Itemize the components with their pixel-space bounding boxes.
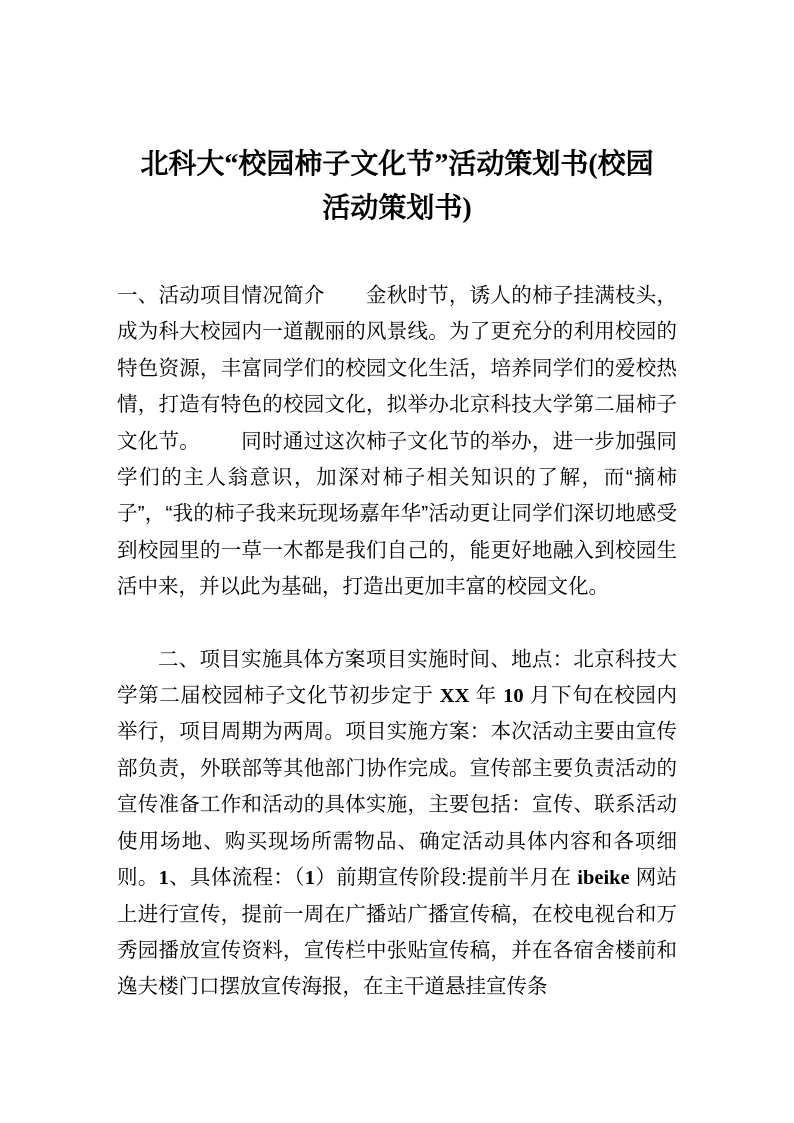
plan-segment-6: 网站上进行宣传，提前一周在广播站广播宣传稿，在校电视台和万秀园播放宣传资料，宣传栏中张贴宣传稿，并在各宿舍楼前和逸夫楼门口摆放宣传海报，在主干道悬挂宣传条 <box>117 866 678 999</box>
plan-segment-3: 月下旬在校园内举行，项目周期为两周。项目实施方案：本次活动主要由宣传部负责，外联部等其他部门协作完成。宣传部主要负责活动的宣传准备工作和活动的具体实施，主要包括：宣传、联系活动使用场地、购买现场所需物品、确定活动具体内容和各项细则。 <box>117 684 677 890</box>
paragraph-intro <box>117 278 677 606</box>
paragraph-plan <box>117 642 677 1006</box>
title-line-1: 北科大“校园柿子文化节”活动策划书(校园 <box>140 149 654 180</box>
plan-segment-5: ）前期宣传阶段:提前半月在 <box>315 866 578 890</box>
intro-text-continued: 同时通过这次柿子文化节的举办，进一步加强同学们的主人翁意识，加深对柿子相关知识的了解，而“摘柿子”，“我的柿子我来玩现场嘉年华”活动更让同学们深切地感受到校园里的一草一木都是我们自己的，能更好地融入到校园生活中来，并以此为基础，打造出更加丰富的校园文化。 <box>117 429 678 599</box>
title-line-2: 活动策划书) <box>322 193 472 224</box>
plan-website-name: ibeike <box>577 867 630 890</box>
plan-month-number: 10 <box>503 685 524 708</box>
plan-step-number: 1 <box>158 867 169 890</box>
page-title <box>117 0 677 231</box>
plan-sub-step-number: 1 <box>304 867 315 890</box>
intro-text: 金秋时节，诱人的柿子挂满枝头，成为科大校园内一道靓丽的风景线。为了更充分的利用校园的特色资源，丰富同学们的校园文化生活，培养同学们的爱校热情，打造有特色的校园文化，拟举办北京科技大学第二届柿子文化节。 <box>117 284 678 453</box>
document-body <box>117 0 677 1006</box>
plan-segment-2: 年 <box>469 684 504 708</box>
plan-year-placeholder: XX <box>439 685 470 708</box>
plan-segment-1: 二、项目实施具体方案项目实施时间、地点：北京科技大学第二届校园柿子文化节初步定于 <box>117 647 677 708</box>
intro-heading: 一、活动项目情况简介 <box>117 284 325 307</box>
plan-segment-4: 、具体流程：（ <box>168 866 305 890</box>
